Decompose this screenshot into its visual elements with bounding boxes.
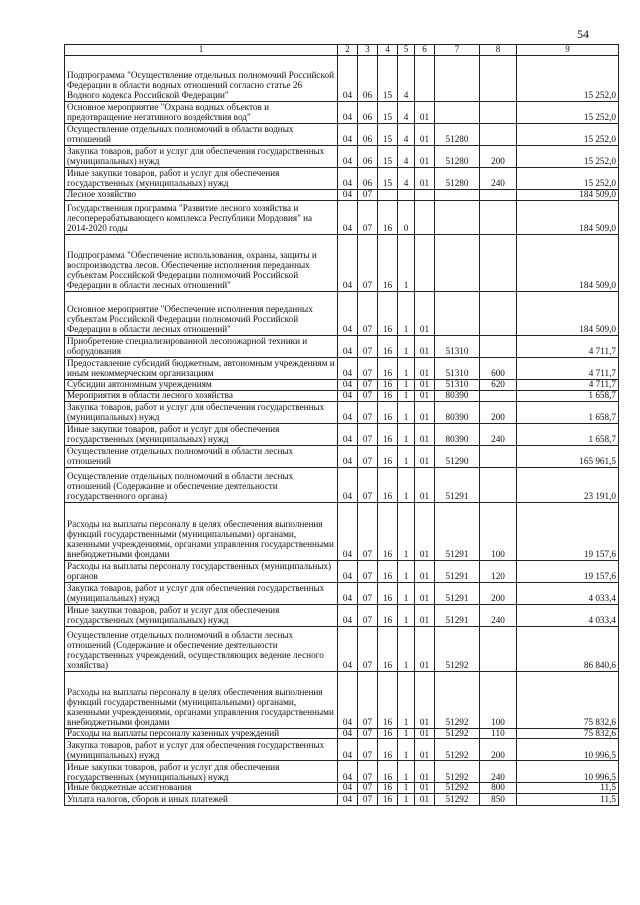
- section-code: 04: [338, 604, 358, 626]
- row-name: Иные бюджетные ассигнования: [65, 783, 338, 794]
- subprogram-code: 1: [398, 445, 415, 467]
- event-code: 01: [415, 728, 435, 739]
- section-code: 04: [338, 335, 358, 357]
- table-row: [65, 291, 619, 335]
- event-code: 01: [415, 167, 435, 189]
- column-header: 3: [358, 45, 378, 56]
- event-code: 01: [415, 145, 435, 167]
- column-header: 2: [338, 45, 358, 56]
- subprogram-code: 1: [398, 335, 415, 357]
- subsection-code: 06: [358, 101, 378, 123]
- table-row: [65, 335, 619, 357]
- table-row: [65, 604, 619, 626]
- section-code: 04: [338, 123, 358, 145]
- program-code: 16: [378, 335, 398, 357]
- expense-type-code: [480, 200, 517, 234]
- table-row: [65, 761, 619, 783]
- section-code: 04: [338, 423, 358, 445]
- row-name: Субсидии автономным учреждениям: [65, 379, 338, 390]
- row-name: Расходы на выплаты персоналу государственных (муниципальных) органов: [65, 560, 338, 582]
- subprogram-code: 0: [398, 200, 415, 234]
- subprogram-code: 4: [398, 55, 415, 101]
- section-code: 04: [338, 291, 358, 335]
- budget-table: [64, 44, 619, 806]
- amount: 15 252,0: [517, 167, 619, 189]
- table-body: [65, 55, 619, 806]
- program-code: 16: [378, 357, 398, 379]
- subsection-code: 06: [358, 123, 378, 145]
- table-row: [65, 189, 619, 200]
- row-name: Осуществление отдельных полномочий в области лесных отношений: [65, 445, 338, 467]
- event-code: 01: [415, 291, 435, 335]
- amount: 75 832,6: [517, 728, 619, 739]
- subsection-code: 07: [358, 291, 378, 335]
- row-name: Иные закупки товаров, работ и услуг для обеспечения государственных (муниципальных) нужд: [65, 604, 338, 626]
- expense-type-code: 100: [480, 502, 517, 560]
- target-code: 51291: [435, 502, 480, 560]
- section-code: 04: [338, 379, 358, 390]
- subsection-code: 07: [358, 560, 378, 582]
- program-code: 15: [378, 145, 398, 167]
- expense-type-code: 240: [480, 167, 517, 189]
- column-header: 4: [378, 45, 398, 56]
- program-code: 16: [378, 234, 398, 291]
- program-code: 15: [378, 167, 398, 189]
- row-name: Закупка товаров, работ и услуг для обеспечения государственных (муниципальных) нужд: [65, 582, 338, 604]
- amount: 11,5: [517, 783, 619, 794]
- program-code: 15: [378, 123, 398, 145]
- program-code: 16: [378, 200, 398, 234]
- event-code: 01: [415, 423, 435, 445]
- target-code: 51292: [435, 761, 480, 783]
- subsection-code: 07: [358, 783, 378, 794]
- row-name: Закупка товаров, работ и услуг для обеспечения государственных (муниципальных) нужд: [65, 739, 338, 761]
- section-code: 04: [338, 145, 358, 167]
- subprogram-code: 4: [398, 145, 415, 167]
- subsection-code: 07: [358, 761, 378, 783]
- subprogram-code: 1: [398, 357, 415, 379]
- subprogram-code: [398, 189, 415, 200]
- target-code: 51310: [435, 357, 480, 379]
- amount: 1 658,7: [517, 423, 619, 445]
- event-code: 01: [415, 582, 435, 604]
- expense-type-code: [480, 626, 517, 671]
- section-code: 04: [338, 234, 358, 291]
- expense-type-code: [480, 445, 517, 467]
- expense-type-code: 240: [480, 604, 517, 626]
- header-row: [65, 45, 619, 56]
- row-name: Расходы на выплаты персоналу казенных учреждений: [65, 728, 338, 739]
- target-code: 51292: [435, 626, 480, 671]
- section-code: 04: [338, 401, 358, 423]
- subsection-code: 07: [358, 335, 378, 357]
- target-code: 51291: [435, 604, 480, 626]
- subprogram-code: 1: [398, 604, 415, 626]
- event-code: 01: [415, 783, 435, 794]
- row-name: Осуществление отдельных полномочий в области водных отношений: [65, 123, 338, 145]
- program-code: 16: [378, 783, 398, 794]
- column-header: 8: [480, 45, 517, 56]
- target-code: 51310: [435, 379, 480, 390]
- subsection-code: 07: [358, 200, 378, 234]
- event-code: 01: [415, 401, 435, 423]
- program-code: 16: [378, 379, 398, 390]
- target-code: 51291: [435, 582, 480, 604]
- target-code: 51292: [435, 794, 480, 806]
- program-code: 16: [378, 467, 398, 502]
- subsection-code: 07: [358, 794, 378, 806]
- table-row: [65, 123, 619, 145]
- expense-type-code: [480, 234, 517, 291]
- target-code: 80390: [435, 390, 480, 401]
- event-code: 01: [415, 335, 435, 357]
- event-code: [415, 234, 435, 291]
- table-row: [65, 739, 619, 761]
- expense-type-code: [480, 467, 517, 502]
- table-row: [65, 445, 619, 467]
- event-code: 01: [415, 357, 435, 379]
- row-name: Государственная программа "Развитие лесного хозяйства и лесоперерабатывающего комплекса Республики Мордовия" на 2014-2020 годы: [65, 200, 338, 234]
- subprogram-code: 4: [398, 167, 415, 189]
- amount: 4 711,7: [517, 379, 619, 390]
- subprogram-code: 1: [398, 234, 415, 291]
- page-number: 54: [577, 27, 589, 41]
- amount: 75 832,6: [517, 671, 619, 728]
- event-code: 01: [415, 626, 435, 671]
- table-row: [65, 423, 619, 445]
- program-code: 16: [378, 423, 398, 445]
- subsection-code: 07: [358, 728, 378, 739]
- target-code: 51292: [435, 671, 480, 728]
- section-code: 04: [338, 390, 358, 401]
- program-code: [378, 189, 398, 200]
- target-code: 51292: [435, 783, 480, 794]
- section-code: 04: [338, 101, 358, 123]
- section-code: 04: [338, 445, 358, 467]
- expense-type-code: [480, 123, 517, 145]
- amount: 184 509,0: [517, 200, 619, 234]
- amount: 11,5: [517, 794, 619, 806]
- table-row: [65, 467, 619, 502]
- program-code: 16: [378, 794, 398, 806]
- subprogram-code: 1: [398, 728, 415, 739]
- program-code: 16: [378, 502, 398, 560]
- target-code: 80390: [435, 401, 480, 423]
- subprogram-code: 1: [398, 783, 415, 794]
- subsection-code: 07: [358, 423, 378, 445]
- section-code: 04: [338, 200, 358, 234]
- row-name: Осуществление отдельных полномочий в области лесных отношений (Содержание и обеспечение деятельности государственных учреждений, осуществляющих ведение лесного хозяйства): [65, 626, 338, 671]
- program-code: 16: [378, 604, 398, 626]
- subsection-code: 07: [358, 401, 378, 423]
- amount: 184 509,0: [517, 234, 619, 291]
- amount: 10 996,5: [517, 761, 619, 783]
- expense-type-code: 200: [480, 401, 517, 423]
- event-code: 01: [415, 794, 435, 806]
- subprogram-code: 1: [398, 390, 415, 401]
- amount: 15 252,0: [517, 123, 619, 145]
- program-code: 16: [378, 445, 398, 467]
- section-code: 04: [338, 761, 358, 783]
- amount: 15 252,0: [517, 101, 619, 123]
- program-code: 16: [378, 401, 398, 423]
- subsection-code: 07: [358, 739, 378, 761]
- amount: 15 252,0: [517, 145, 619, 167]
- subprogram-code: 4: [398, 123, 415, 145]
- expense-type-code: [480, 390, 517, 401]
- expense-type-code: 120: [480, 560, 517, 582]
- table-row: [65, 728, 619, 739]
- target-code: 51280: [435, 123, 480, 145]
- amount: 184 509,0: [517, 291, 619, 335]
- event-code: 01: [415, 761, 435, 783]
- subprogram-code: 1: [398, 423, 415, 445]
- subsection-code: 07: [358, 445, 378, 467]
- target-code: 51280: [435, 145, 480, 167]
- row-name: Предоставление субсидий бюджетным, автономным учреждениям и иным некоммерческим организациям: [65, 357, 338, 379]
- program-code: 16: [378, 728, 398, 739]
- expense-type-code: 620: [480, 379, 517, 390]
- table-row: [65, 401, 619, 423]
- subprogram-code: 1: [398, 626, 415, 671]
- expense-type-code: [480, 335, 517, 357]
- event-code: 01: [415, 560, 435, 582]
- subprogram-code: 1: [398, 761, 415, 783]
- expense-type-code: [480, 291, 517, 335]
- expense-type-code: 100: [480, 671, 517, 728]
- target-code: [435, 234, 480, 291]
- section-code: 04: [338, 167, 358, 189]
- amount: 165 961,5: [517, 445, 619, 467]
- expense-type-code: 200: [480, 145, 517, 167]
- amount: 19 157,6: [517, 560, 619, 582]
- amount: 4 711,7: [517, 335, 619, 357]
- subsection-code: 07: [358, 467, 378, 502]
- subsection-code: 06: [358, 55, 378, 101]
- target-code: 51291: [435, 467, 480, 502]
- amount: 15 252,0: [517, 55, 619, 101]
- program-code: 16: [378, 626, 398, 671]
- expense-type-code: 850: [480, 794, 517, 806]
- amount: 1 658,7: [517, 401, 619, 423]
- row-name: Закупка товаров, работ и услуг для обеспечения государственных (муниципальных) нужд: [65, 145, 338, 167]
- row-name: Лесное хозяйство: [65, 189, 338, 200]
- expense-type-code: 110: [480, 728, 517, 739]
- row-name: Иные закупки товаров, работ и услуг для обеспечения государственных (муниципальных) нужд: [65, 423, 338, 445]
- table-row: [65, 145, 619, 167]
- target-code: 51310: [435, 335, 480, 357]
- subsection-code: 07: [358, 582, 378, 604]
- expense-type-code: 200: [480, 739, 517, 761]
- program-code: 16: [378, 291, 398, 335]
- subsection-code: 07: [358, 626, 378, 671]
- event-code: 01: [415, 502, 435, 560]
- row-name: Закупка товаров, работ и услуг для обеспечения государственных (муниципальных) нужд: [65, 401, 338, 423]
- column-header: 6: [415, 45, 435, 56]
- column-header: 1: [65, 45, 338, 56]
- section-code: 04: [338, 783, 358, 794]
- section-code: 04: [338, 739, 358, 761]
- table-row: [65, 167, 619, 189]
- row-name: Иные закупки товаров, работ и услуг для обеспечения государственных (муниципальных) нужд: [65, 167, 338, 189]
- amount: 4 711,7: [517, 357, 619, 379]
- event-code: 01: [415, 101, 435, 123]
- column-header: 5: [398, 45, 415, 56]
- subprogram-code: 1: [398, 794, 415, 806]
- row-name: Иные закупки товаров, работ и услуг для обеспечения государственных (муниципальных) нужд: [65, 761, 338, 783]
- event-code: 01: [415, 379, 435, 390]
- event-code: 01: [415, 467, 435, 502]
- subsection-code: 07: [358, 604, 378, 626]
- event-code: 01: [415, 671, 435, 728]
- row-name: Расходы на выплаты персоналу в целях обеспечения выполнения функций государственными (муниципальными) органами, казенными учреждениями, органами управления государственными внебюджетными фондами: [65, 502, 338, 560]
- subprogram-code: 1: [398, 560, 415, 582]
- table-row: [65, 234, 619, 291]
- row-name: Уплата налогов, сборов и иных платежей: [65, 794, 338, 806]
- table-row: [65, 783, 619, 794]
- row-name: Основное мероприятие "Охрана водных объектов и предотвращение негативного воздействия вод": [65, 101, 338, 123]
- subsection-code: 06: [358, 145, 378, 167]
- target-code: [435, 101, 480, 123]
- amount: 86 840,6: [517, 626, 619, 671]
- table-row: [65, 502, 619, 560]
- subprogram-code: 1: [398, 582, 415, 604]
- target-code: 51292: [435, 728, 480, 739]
- event-code: [415, 189, 435, 200]
- table-row: [65, 379, 619, 390]
- target-code: [435, 200, 480, 234]
- subsection-code: 07: [358, 502, 378, 560]
- expense-type-code: 240: [480, 423, 517, 445]
- event-code: [415, 200, 435, 234]
- column-header: 7: [435, 45, 480, 56]
- row-name: Мероприятия в области лесного хозяйства: [65, 390, 338, 401]
- section-code: 04: [338, 728, 358, 739]
- event-code: 01: [415, 390, 435, 401]
- subsection-code: 07: [358, 671, 378, 728]
- subsection-code: 07: [358, 379, 378, 390]
- column-header: 9: [517, 45, 619, 56]
- amount: 4 033,4: [517, 604, 619, 626]
- section-code: 04: [338, 560, 358, 582]
- section-code: 04: [338, 467, 358, 502]
- event-code: 01: [415, 739, 435, 761]
- subprogram-code: 1: [398, 739, 415, 761]
- row-name: Подпрограмма "Обеспечение использования, охраны, защиты и воспроизводства лесов. Обеспечение исполнения переданных субъектам Российской Федерации полномочий Российской Федерации в области лесных отношений": [65, 234, 338, 291]
- amount: 19 157,6: [517, 502, 619, 560]
- section-code: 04: [338, 55, 358, 101]
- table-row: [65, 357, 619, 379]
- target-code: [435, 291, 480, 335]
- section-code: 04: [338, 794, 358, 806]
- section-code: 04: [338, 582, 358, 604]
- table-row: [65, 560, 619, 582]
- amount: 1 658,7: [517, 390, 619, 401]
- section-code: 04: [338, 189, 358, 200]
- program-code: 15: [378, 55, 398, 101]
- subsection-code: 07: [358, 189, 378, 200]
- table-row: [65, 794, 619, 806]
- target-code: 51292: [435, 739, 480, 761]
- subsection-code: 07: [358, 390, 378, 401]
- event-code: 01: [415, 123, 435, 145]
- amount: 184 509,0: [517, 189, 619, 200]
- event-code: 01: [415, 604, 435, 626]
- table-row: [65, 101, 619, 123]
- row-name: Основное мероприятие "Обеспечение исполнения переданных субъектам Российской Федерации полномочий Российской Федерации в области лесных отношений": [65, 291, 338, 335]
- event-code: 01: [415, 445, 435, 467]
- program-code: 16: [378, 390, 398, 401]
- subprogram-code: 1: [398, 291, 415, 335]
- table-row: [65, 626, 619, 671]
- program-code: 16: [378, 582, 398, 604]
- row-name: Осуществление отдельных полномочий в области лесных отношений (Содержание и обеспечение деятельности государственного органа): [65, 467, 338, 502]
- expense-type-code: [480, 101, 517, 123]
- subprogram-code: 1: [398, 671, 415, 728]
- subprogram-code: 1: [398, 467, 415, 502]
- subsection-code: 06: [358, 167, 378, 189]
- section-code: 04: [338, 671, 358, 728]
- target-code: 80390: [435, 423, 480, 445]
- expense-type-code: 240: [480, 761, 517, 783]
- amount: 4 033,4: [517, 582, 619, 604]
- program-code: 16: [378, 761, 398, 783]
- program-code: 16: [378, 560, 398, 582]
- table-row: [65, 55, 619, 101]
- subsection-code: 07: [358, 234, 378, 291]
- expense-type-code: [480, 55, 517, 101]
- expense-type-code: 200: [480, 582, 517, 604]
- row-name: Подпрограмма "Осуществление отдельных полномочий Российской Федерации в области водных отношений согласно статье 26 Водного кодекса Российской Федерации": [65, 55, 338, 101]
- subprogram-code: 1: [398, 379, 415, 390]
- expense-type-code: 600: [480, 357, 517, 379]
- target-code: [435, 55, 480, 101]
- table-row: [65, 671, 619, 728]
- section-code: 04: [338, 357, 358, 379]
- subprogram-code: 1: [398, 401, 415, 423]
- table-row: [65, 390, 619, 401]
- target-code: 51290: [435, 445, 480, 467]
- expense-type-code: 800: [480, 783, 517, 794]
- expense-type-code: [480, 189, 517, 200]
- program-code: 16: [378, 739, 398, 761]
- row-name: Приобретение специализированной лесопожарной техники и оборудования: [65, 335, 338, 357]
- amount: 23 191,0: [517, 467, 619, 502]
- program-code: 16: [378, 671, 398, 728]
- subsection-code: 07: [358, 357, 378, 379]
- section-code: 04: [338, 502, 358, 560]
- row-name: Расходы на выплаты персоналу в целях обеспечения выполнения функций государственными (муниципальными) органами, казенными учреждениями, органами управления государственными внебюджетными фондами: [65, 671, 338, 728]
- amount: 10 996,5: [517, 739, 619, 761]
- target-code: 51291: [435, 560, 480, 582]
- subprogram-code: 4: [398, 101, 415, 123]
- target-code: 51280: [435, 167, 480, 189]
- program-code: 15: [378, 101, 398, 123]
- table-row: [65, 582, 619, 604]
- target-code: [435, 189, 480, 200]
- table-row: [65, 200, 619, 234]
- subprogram-code: 1: [398, 502, 415, 560]
- section-code: 04: [338, 626, 358, 671]
- event-code: [415, 55, 435, 101]
